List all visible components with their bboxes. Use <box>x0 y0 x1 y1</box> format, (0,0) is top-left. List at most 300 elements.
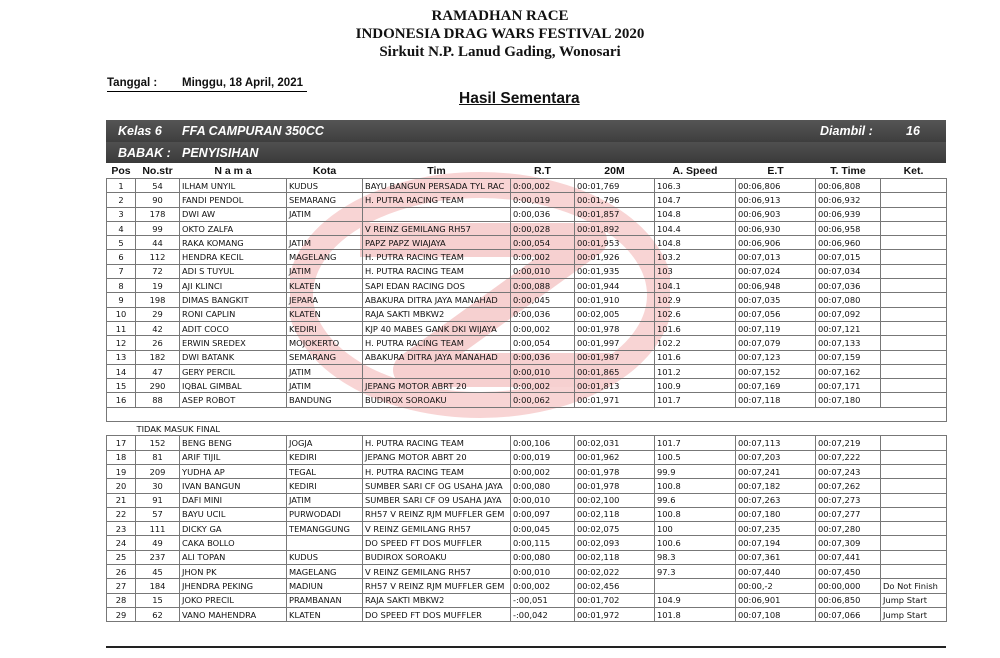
cell-et: 00:07,241 <box>736 464 816 478</box>
cell-rt: 0:00,002 <box>511 321 575 335</box>
cell-speed: 100 <box>655 522 736 536</box>
cell-nama: JHON PK <box>180 565 287 579</box>
cell-nostr: 29 <box>136 307 180 321</box>
cell-et: 00:07,108 <box>736 607 816 621</box>
cell-pos: 19 <box>107 464 136 478</box>
cell-ket <box>881 393 947 407</box>
cell-ket <box>881 293 947 307</box>
cell-pos: 24 <box>107 536 136 550</box>
cell-rt: 0:00,088 <box>511 279 575 293</box>
cell-rt: 0:00,010 <box>511 493 575 507</box>
cell-et: 00:00,-2 <box>736 579 816 593</box>
cell-ket <box>881 493 947 507</box>
cell-pos: 14 <box>107 364 136 378</box>
cell-20m: 00:01,978 <box>575 479 655 493</box>
cell-ttime: 00:06,850 <box>816 593 881 607</box>
cell-kota <box>287 221 363 235</box>
col-pos: Pos <box>111 165 131 177</box>
cell-kota: PURWODADI <box>287 507 363 521</box>
cell-ket <box>881 221 947 235</box>
cell-kota: JOGJA <box>287 436 363 450</box>
cell-ttime: 00:07,162 <box>816 364 881 378</box>
cell-pos: 15 <box>107 379 136 393</box>
cell-nama: ALI TOPAN <box>180 550 287 564</box>
cell-tim: ABAKURA DITRA JAYA MANAHAD <box>363 293 511 307</box>
cell-nostr: 47 <box>136 364 180 378</box>
cell-ket: Do Not Finish <box>881 579 947 593</box>
cell-kota: MAGELANG <box>287 250 363 264</box>
cell-ttime: 00:07,280 <box>816 522 881 536</box>
cell-kota: KEDIRI <box>287 450 363 464</box>
cell-tim: JEPANG MOTOR ABRT 20 <box>363 450 511 464</box>
cell-20m: 00:02,093 <box>575 536 655 550</box>
cell-kota: JATIM <box>287 207 363 221</box>
cell-nama: ADIT COCO <box>180 321 287 335</box>
cell-nostr: 152 <box>136 436 180 450</box>
cell-nama: JOKO PRECIL <box>180 593 287 607</box>
cell-speed: 102.2 <box>655 336 736 350</box>
cell-speed: 101.6 <box>655 350 736 364</box>
class-bar <box>106 120 946 142</box>
date-label: Tanggal : <box>107 77 158 89</box>
cell-pos: 12 <box>107 336 136 350</box>
table-row <box>107 321 947 335</box>
table-row <box>107 393 947 407</box>
cell-et: 00:07,013 <box>736 250 816 264</box>
cell-nama: BAYU UCIL <box>180 507 287 521</box>
cell-nostr: 42 <box>136 321 180 335</box>
cell-kota: JEPARA <box>287 293 363 307</box>
cell-nama: CAKA BOLLO <box>180 536 287 550</box>
cell-speed: 103.2 <box>655 250 736 264</box>
cell-pos: 4 <box>107 221 136 235</box>
cell-ttime: 00:07,034 <box>816 264 881 278</box>
cell-kota: KLATEN <box>287 279 363 293</box>
cell-nama: ARIF TIJIL <box>180 450 287 464</box>
cell-nama: JHENDRA PEKING <box>180 579 287 593</box>
cell-tim: H. PUTRA RACING TEAM <box>363 436 511 450</box>
cell-tim: DO SPEED FT DOS MUFFLER <box>363 536 511 550</box>
cell-pos: 9 <box>107 293 136 307</box>
cell-kota: MOJOKERTO <box>287 336 363 350</box>
col-ket: Ket. <box>903 165 924 177</box>
cell-speed: 101.8 <box>655 607 736 621</box>
cell-nostr: 209 <box>136 464 180 478</box>
cell-20m: 00:01,978 <box>575 464 655 478</box>
cell-20m: 00:02,075 <box>575 522 655 536</box>
table-row <box>107 565 947 579</box>
cell-tim: JEPANG MOTOR ABRT 20 <box>363 379 511 393</box>
cell-20m: 00:02,031 <box>575 436 655 450</box>
cell-kota: SEMARANG <box>287 350 363 364</box>
cell-et: 00:07,440 <box>736 565 816 579</box>
table-row <box>107 464 947 478</box>
cell-speed: 101.7 <box>655 393 736 407</box>
cell-ket <box>881 479 947 493</box>
cell-20m: 00:01,935 <box>575 264 655 278</box>
cell-nostr: 26 <box>136 336 180 350</box>
cell-kota: JATIM <box>287 379 363 393</box>
cell-nostr: 62 <box>136 607 180 621</box>
cell-ket <box>881 550 947 564</box>
cell-ttime: 00:07,273 <box>816 493 881 507</box>
cell-nama: ERWIN SREDEX <box>180 336 287 350</box>
cell-20m: 00:01,813 <box>575 379 655 393</box>
cell-ttime: 00:07,219 <box>816 436 881 450</box>
table-row <box>107 221 947 235</box>
cell-nostr: 49 <box>136 536 180 550</box>
cell-et: 00:07,180 <box>736 507 816 521</box>
cell-ttime: 00:07,180 <box>816 393 881 407</box>
cell-et: 00:07,203 <box>736 450 816 464</box>
table-row <box>107 207 947 221</box>
cell-nama: AJI KLINCI <box>180 279 287 293</box>
cell-nama: IQBAL GIMBAL <box>180 379 287 393</box>
table-row <box>107 550 947 564</box>
cell-rt: 0:00,010 <box>511 364 575 378</box>
cell-speed: 99.9 <box>655 464 736 478</box>
cell-nama: RONI CAPLIN <box>180 307 287 321</box>
cell-rt: 0:00,045 <box>511 293 575 307</box>
cell-tim: V REINZ GEMILANG RH57 <box>363 221 511 235</box>
cell-ket <box>881 250 947 264</box>
cell-pos: 18 <box>107 450 136 464</box>
col-nama: N a m a <box>214 165 252 177</box>
cell-20m: 00:01,857 <box>575 207 655 221</box>
cell-et: 00:07,113 <box>736 436 816 450</box>
cell-ttime: 00:07,309 <box>816 536 881 550</box>
table-row <box>107 436 947 450</box>
cell-rt: 0:00,036 <box>511 307 575 321</box>
table-row <box>107 593 947 607</box>
cell-tim: V REINZ GEMILANG RH57 <box>363 522 511 536</box>
cell-kota: JATIM <box>287 364 363 378</box>
cell-20m: 00:01,865 <box>575 364 655 378</box>
cell-speed: 104.4 <box>655 221 736 235</box>
cell-speed: 98.3 <box>655 550 736 564</box>
cell-nama: DIMAS BANGKIT <box>180 293 287 307</box>
cell-tim: PAPZ PAPZ WIAJAYA <box>363 236 511 250</box>
cell-nostr: 290 <box>136 379 180 393</box>
cell-pos: 29 <box>107 607 136 621</box>
cell-rt: 0:00,045 <box>511 522 575 536</box>
cell-ttime: 00:07,092 <box>816 307 881 321</box>
cell-speed: 100.5 <box>655 450 736 464</box>
cell-pos: 20 <box>107 479 136 493</box>
blank-row <box>107 407 947 421</box>
cell-20m: 00:01,702 <box>575 593 655 607</box>
cell-rt: 0:00,002 <box>511 379 575 393</box>
cell-nostr: 99 <box>136 221 180 235</box>
cell-ttime: 00:07,171 <box>816 379 881 393</box>
bottom-rule <box>106 646 946 648</box>
results-table <box>106 164 947 622</box>
cell-20m: 00:01,769 <box>575 179 655 193</box>
cell-speed: 104.1 <box>655 279 736 293</box>
cell-et: 00:06,948 <box>736 279 816 293</box>
cell-tim: RAJA SAKTI MBKW2 <box>363 593 511 607</box>
cell-pos: 6 <box>107 250 136 264</box>
cell-rt: 0:00,002 <box>511 179 575 193</box>
cell-20m: 00:01,796 <box>575 193 655 207</box>
taken-label: Diambil : <box>820 124 873 138</box>
cell-ttime: 00:07,121 <box>816 321 881 335</box>
cell-20m: 00:01,962 <box>575 450 655 464</box>
col-ttime: T. Time <box>830 165 866 177</box>
cell-kota: JATIM <box>287 264 363 278</box>
cell-rt: 0:00,002 <box>511 464 575 478</box>
table-row <box>107 579 947 593</box>
cell-ttime: 00:07,015 <box>816 250 881 264</box>
cell-ttime: 00:06,939 <box>816 207 881 221</box>
date-value: Minggu, 18 April, 2021 <box>182 77 303 89</box>
cell-nostr: 182 <box>136 350 180 364</box>
cell-speed: 101.2 <box>655 364 736 378</box>
cell-pos: 11 <box>107 321 136 335</box>
cell-et: 00:07,024 <box>736 264 816 278</box>
cell-tim <box>363 364 511 378</box>
cell-rt: 0:00,080 <box>511 479 575 493</box>
table-row <box>107 236 947 250</box>
cell-pos: 1 <box>107 179 136 193</box>
cell-et: 00:07,361 <box>736 550 816 564</box>
event-subtitle: INDONESIA DRAG WARS FESTIVAL 2020 <box>355 26 645 42</box>
cell-et: 00:06,930 <box>736 221 816 235</box>
cell-et: 00:07,118 <box>736 393 816 407</box>
cell-tim: H. PUTRA RACING TEAM <box>363 336 511 350</box>
cell-ttime: 00:06,960 <box>816 236 881 250</box>
cell-tim: H. PUTRA RACING TEAM <box>363 464 511 478</box>
cell-tim: V REINZ GEMILANG RH57 <box>363 565 511 579</box>
cell-tim <box>363 207 511 221</box>
table-row <box>107 350 947 364</box>
round-bar <box>106 142 946 163</box>
cell-rt: 0:00,028 <box>511 221 575 235</box>
cell-ket <box>881 193 947 207</box>
cell-ttime: 00:06,808 <box>816 179 881 193</box>
cell-et: 00:06,906 <box>736 236 816 250</box>
cell-ttime: 00:07,222 <box>816 450 881 464</box>
cell-rt: 0:00,054 <box>511 336 575 350</box>
cell-et: 00:06,913 <box>736 193 816 207</box>
cell-kota: JATIM <box>287 236 363 250</box>
non-final-rows <box>107 436 947 622</box>
cell-rt: 0:00,002 <box>511 250 575 264</box>
cell-kota <box>287 536 363 550</box>
cell-speed: 104.7 <box>655 193 736 207</box>
cell-pos: 25 <box>107 550 136 564</box>
cell-20m: 00:02,005 <box>575 307 655 321</box>
cell-20m: 00:01,910 <box>575 293 655 307</box>
cell-speed: 97.3 <box>655 565 736 579</box>
table-row <box>107 493 947 507</box>
table-row <box>107 607 947 621</box>
cell-ttime: 00:07,441 <box>816 550 881 564</box>
col-kota: Kota <box>312 165 337 177</box>
cell-ket <box>881 436 947 450</box>
cell-pos: 8 <box>107 279 136 293</box>
cell-ket <box>881 565 947 579</box>
cell-20m: 00:01,944 <box>575 279 655 293</box>
cell-nama: OKTO ZALFA <box>180 221 287 235</box>
cell-tim: ABAKURA DITRA JAYA MANAHAD <box>363 350 511 364</box>
cell-et: 00:07,079 <box>736 336 816 350</box>
cell-ttime: 00:00,000 <box>816 579 881 593</box>
table-header-row <box>107 164 947 179</box>
cell-ttime: 00:07,066 <box>816 607 881 621</box>
cell-tim: BAYU BANGUN PERSADA TYL RAC <box>363 179 511 193</box>
round-value: PENYISIHAN <box>182 146 259 160</box>
cell-rt: 0:00,080 <box>511 550 575 564</box>
table-row <box>107 193 947 207</box>
cell-et: 00:07,152 <box>736 364 816 378</box>
cell-pos: 3 <box>107 207 136 221</box>
final-rows <box>107 179 947 408</box>
cell-nama: DWI BATANK <box>180 350 287 364</box>
cell-nama: DWI AW <box>180 207 287 221</box>
cell-kota: MAGELANG <box>287 565 363 579</box>
col-speed: A. Speed <box>672 165 718 177</box>
cell-et: 00:07,263 <box>736 493 816 507</box>
cell-rt: 0:00,019 <box>511 193 575 207</box>
cell-pos: 26 <box>107 565 136 579</box>
cell-nostr: 19 <box>136 279 180 293</box>
cell-speed: 104.8 <box>655 236 736 250</box>
cell-pos: 21 <box>107 493 136 507</box>
cell-pos: 16 <box>107 393 136 407</box>
cell-rt: 0:00,062 <box>511 393 575 407</box>
table-row <box>107 364 947 378</box>
cell-ket <box>881 307 947 321</box>
col-tim: Tim <box>427 165 446 177</box>
cell-rt: 0:00,106 <box>511 436 575 450</box>
cell-nama: DAFI MINI <box>180 493 287 507</box>
cell-kota: KLATEN <box>287 607 363 621</box>
cell-speed: 100.9 <box>655 379 736 393</box>
table-row <box>107 522 947 536</box>
cell-speed <box>655 579 736 593</box>
cell-kota: KUDUS <box>287 179 363 193</box>
cell-nama: RAKA KOMANG <box>180 236 287 250</box>
cell-rt: 0:00,036 <box>511 207 575 221</box>
cell-kota: KEDIRI <box>287 321 363 335</box>
cell-kota: JATIM <box>287 493 363 507</box>
cell-ket: Jump Start <box>881 593 947 607</box>
cell-rt: -:00,042 <box>511 607 575 621</box>
cell-speed: 100.6 <box>655 536 736 550</box>
cell-ket <box>881 522 947 536</box>
cell-rt: 0:00,054 <box>511 236 575 250</box>
section-break <box>107 407 947 436</box>
cell-rt: -:00,051 <box>511 593 575 607</box>
cell-20m: 00:01,997 <box>575 336 655 350</box>
cell-tim: DO SPEED FT DOS MUFFLER <box>363 607 511 621</box>
cell-speed: 101.7 <box>655 436 736 450</box>
cell-et: 00:07,182 <box>736 479 816 493</box>
cell-pos: 22 <box>107 507 136 521</box>
cell-nostr: 237 <box>136 550 180 564</box>
taken-value: 16 <box>906 124 920 138</box>
class-label: Kelas 6 <box>118 124 162 138</box>
cell-nama: ILHAM UNYIL <box>180 179 287 193</box>
cell-tim: SUMBER SARI CF O9 USAHA JAYA <box>363 493 511 507</box>
cell-pos: 10 <box>107 307 136 321</box>
cell-speed: 104.8 <box>655 207 736 221</box>
table-row <box>107 307 947 321</box>
cell-speed: 99.6 <box>655 493 736 507</box>
cell-et: 00:06,901 <box>736 593 816 607</box>
cell-et: 00:06,903 <box>736 207 816 221</box>
cell-20m: 00:01,987 <box>575 350 655 364</box>
cell-pos: 28 <box>107 593 136 607</box>
cell-nostr: 15 <box>136 593 180 607</box>
cell-20m: 00:01,978 <box>575 321 655 335</box>
cell-nama: BENG BENG <box>180 436 287 450</box>
table-row <box>107 336 947 350</box>
cell-ttime: 00:07,262 <box>816 479 881 493</box>
table-row <box>107 264 947 278</box>
cell-tim: BUDIROX SOROAKU <box>363 393 511 407</box>
cell-ket <box>881 450 947 464</box>
date-underline <box>107 91 307 92</box>
cell-kota: KEDIRI <box>287 479 363 493</box>
col-et: E.T <box>767 165 784 177</box>
cell-ket <box>881 379 947 393</box>
cell-nostr: 90 <box>136 193 180 207</box>
cell-nama: HENDRA KECIL <box>180 250 287 264</box>
cell-kota: BANDUNG <box>287 393 363 407</box>
cell-et: 00:07,235 <box>736 522 816 536</box>
col-20m: 20M <box>604 165 625 177</box>
cell-kota: KLATEN <box>287 307 363 321</box>
cell-tim: H. PUTRA RACING TEAM <box>363 193 511 207</box>
round-label: BABAK : <box>118 146 171 160</box>
cell-tim: SUMBER SARI CF OG USAHA JAYA <box>363 479 511 493</box>
cell-nama: ASEP ROBOT <box>180 393 287 407</box>
cell-ket <box>881 321 947 335</box>
table-row <box>107 536 947 550</box>
cell-ket <box>881 464 947 478</box>
cell-20m: 00:02,100 <box>575 493 655 507</box>
cell-ket <box>881 364 947 378</box>
cell-nostr: 45 <box>136 565 180 579</box>
cell-pos: 5 <box>107 236 136 250</box>
cell-pos: 13 <box>107 350 136 364</box>
cell-nama: GERY PERCIL <box>180 364 287 378</box>
cell-tim: H. PUTRA RACING TEAM <box>363 250 511 264</box>
cell-ket <box>881 507 947 521</box>
table-row <box>107 179 947 193</box>
cell-pos: 17 <box>107 436 136 450</box>
cell-20m: 00:02,118 <box>575 507 655 521</box>
cell-et: 00:07,169 <box>736 379 816 393</box>
cell-nama: FANDI PENDOL <box>180 193 287 207</box>
cell-rt: 0:00,010 <box>511 565 575 579</box>
cell-ttime: 00:07,080 <box>816 293 881 307</box>
cell-et: 00:07,123 <box>736 350 816 364</box>
cell-20m: 00:02,456 <box>575 579 655 593</box>
cell-et: 00:07,119 <box>736 321 816 335</box>
table-row <box>107 279 947 293</box>
cell-kota: TEGAL <box>287 464 363 478</box>
cell-ttime: 00:07,450 <box>816 565 881 579</box>
cell-ttime: 00:06,932 <box>816 193 881 207</box>
cell-tim: RH57 V REINZ RJM MUFFLER GEM <box>363 579 511 593</box>
cell-20m: 00:02,022 <box>575 565 655 579</box>
cell-ket <box>881 207 947 221</box>
cell-rt: 0:00,097 <box>511 507 575 521</box>
cell-ket <box>881 279 947 293</box>
